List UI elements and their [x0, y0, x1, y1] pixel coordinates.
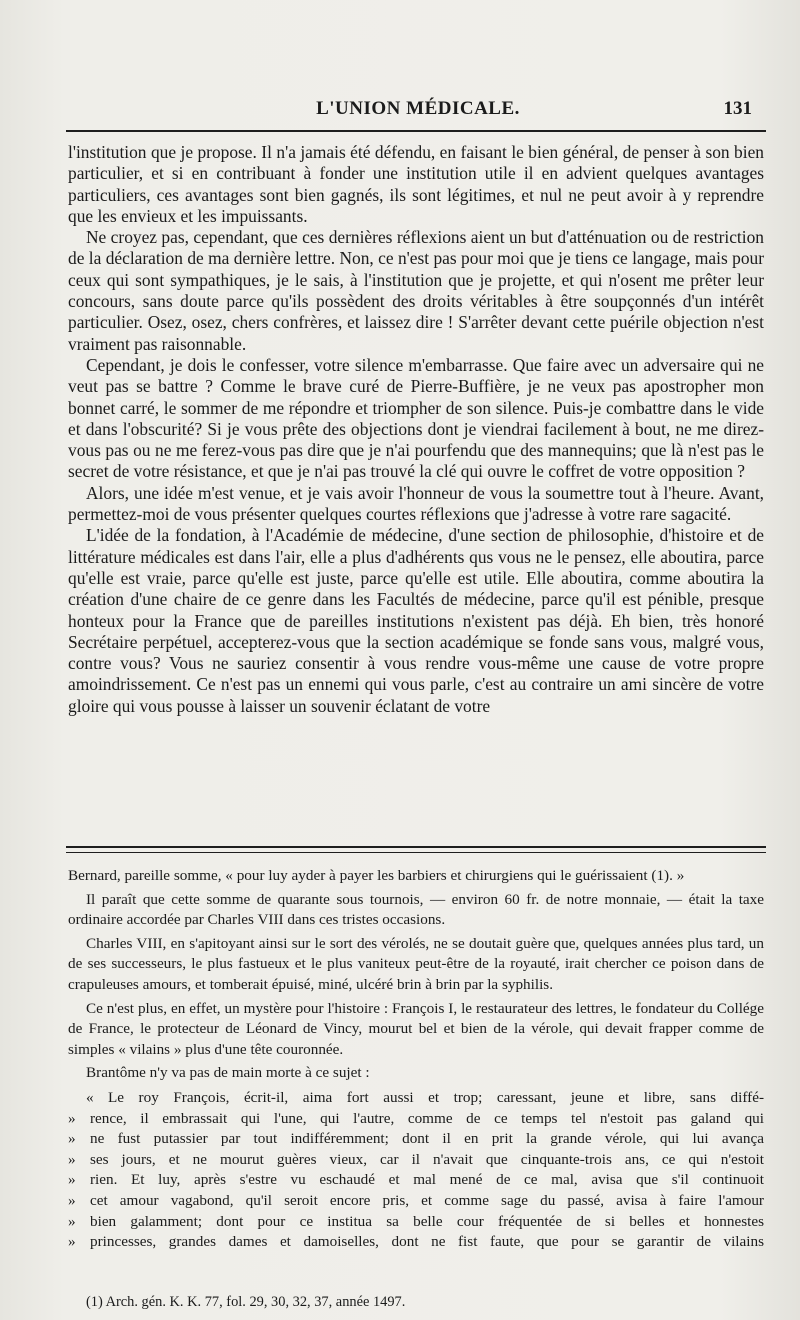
paragraph: Alors, une idée m'est venue, et je vais avoir l'honneur de vous la soumettre tout à l'heure. Avant, permettez-moi de vous présenter quelques courtes réflexions que j'adresse à votre rare sagacité.: [68, 482, 764, 525]
quote-mark: »: [68, 1212, 76, 1230]
note-paragraph: Ce n'est plus, en effet, un mystère pour l'histoire : François I, le restaurateur des lettres, le fondateur du Collége de France, le protecteur de Léonard de Vincy, mourut bel et bien de la vérole, qui devait frapper comme de simples « vilains » plus d'une tête couronnée.: [68, 999, 764, 1058]
quote-mark: »: [68, 1150, 76, 1168]
note-paragraph: Charles VIII, en s'apitoyant ainsi sur le sort des vérolés, ne se doutait guère que, quelques années plus tard, un de ses successeurs, le plus fastueux et le plus vaniteux peut-être de la royauté, irait chercher ce poison dans de crapuleuses amours, et tomberait épuisé, miné, ulcéré brin à brin par la syphilis.: [68, 934, 764, 993]
quote-text: ses jours, et ne mourut guères vieux, car il n'avait que cinquante-trois ans, ce qui n'estoit: [90, 1150, 764, 1168]
quote-mark: »: [68, 1233, 76, 1251]
quote-line: [68, 1109, 764, 1130]
quote-line: [68, 1191, 764, 1212]
note-paragraph: Bernard, pareille somme, « pour luy ayder à payer les barbiers et chirurgiens qui le guérissaient (1). »: [68, 867, 685, 884]
quote-mark: »: [68, 1191, 76, 1209]
note-paragraph: Il paraît que cette somme de quarante sous tournois, — environ 60 fr. de notre monnaie, — était la taxe ordinaire accordée par Charles VIII dans ces tristes occasions.: [68, 890, 764, 929]
main-text: [68, 142, 764, 717]
page-header: [68, 98, 768, 126]
brantome-quote: [68, 1088, 764, 1253]
paragraph: Ne croyez pas, cependant, que ces dernières réflexions aient un but d'atténuation ou de restriction de la déclaration de ma dernière lettre. Non, ce n'est pas pour moi que je tiens ce langage, mais pour ceux qui sont sympathiques, je le sais, à l'institution que je projette, et qui n'osent me prêter leur concours, sans doute parce qu'ils possèdent des droits véritables à être soupçonnés d'un intérêt particulier. Osez, osez, chers confrères, et laissez dire ! S'arrêter devant cette puérile objection n'est vraiment pas raisonnable.: [68, 227, 764, 354]
quote-mark: »: [68, 1130, 76, 1148]
quote-text: rien. Et luy, après s'estre vu eschaudé et mal mené de ce mal, avisa que s'il continuoit: [90, 1171, 764, 1189]
page-number: 131: [723, 98, 752, 119]
quote-line: [68, 1129, 764, 1150]
quote-line: [68, 1170, 764, 1191]
paragraph: Cependant, je dois le confesser, votre silence m'embarrasse. Que faire avec un adversaire qui ne veut pas se battre ? Comme le brave curé de Pierre-Buffière, je ne veux pas apostropher mon bonnet carré, le sommer de me répondre et triompher de son silence. Puis-je combattre dans le vide et dans l'obscurité? Si je vous prête des objections dont je viendrai facilement à bout, ne me direz-vous pas ou ne me ferez-vous pas dire que je n'ai pourfendu que des mannequins; que là n'est pas le secret de votre résistance, et que je n'ai pas trouvé la clé qui ouvre le coffret de votre opposition ?: [68, 354, 764, 482]
header-rule: [66, 130, 766, 132]
quote-text: princesses, grandes dames et damoiselles, dont ne fist faute, que pour se garantir de vilains: [90, 1233, 764, 1251]
quote-text: Le roy François, écrit-il, aima fort aussi et trop; caressant, jeune et libre, sans diffé-: [108, 1088, 764, 1106]
quote-text: rence, il embrassait qui l'une, qui l'autre, comme de ce temps tel n'estoit pas galand qui: [90, 1109, 764, 1127]
quote-line: [68, 1150, 764, 1171]
paragraph: l'institution que je propose. Il n'a jamais été défendu, en faisant le bien général, de penser à son bien particulier, et si en contribuant à fonder une institution utile il en advient quelques avantages particuliers, ces avantages sont bien gagnés, ils sont légitimes, et nul ne peut avoir à y reprendre que les envieux et les impuissants.: [68, 142, 764, 226]
quote-mark: »: [68, 1109, 76, 1127]
note-paragraph: Brantôme n'y va pas de main morte à ce sujet :: [86, 1064, 370, 1082]
quote-text: ne fust putassier par tout indifféremment; dont il en prit la grande vérole, qui lui avança: [90, 1130, 764, 1148]
quote-mark: «: [86, 1088, 94, 1106]
notes-section: [68, 866, 764, 1253]
quote-line: [68, 1212, 764, 1233]
quote-line: [68, 1088, 764, 1109]
quote-text: cet amour vagabond, qu'il seroit encore pris, et comme sage du passé, avisa à faire l'amour: [90, 1191, 764, 1209]
notes-divider: [66, 846, 766, 853]
quote-mark: »: [68, 1171, 76, 1189]
quote-line: [68, 1232, 764, 1253]
paragraph: L'idée de la fondation, à l'Académie de médecine, d'une section de philosophie, d'histoire et de littérature médicales est dans l'air, elle a plus d'adhérents qus vous ne le pensez, elle aboutira, parce qu'elle est vraie, parce qu'elle est juste, parce qu'elle est utile. Elle aboutira, comme aboutira la création d'une chaire de ce genre dans les Facultés de médecine, parce qu'il est pénible, presque honteux pour la France que de pareilles institutions n'existent pas déjà. Eh bien, très honoré Secrétaire perpétuel, accepterez-vous que la section académique se fonde sans vous, malgré vous, contre vous? Vous ne sauriez consentir à vous rendre vous-même une cause de votre propre amoindrissement. Ce n'est pas un ennemi qui vous parle, c'est au contraire un ami sincère de votre gloire qui vous pousse à laisser un souvenir éclatant de votre: [68, 525, 764, 716]
quote-text: bien galamment; dont pour ce institua sa belle cour fréquentée de si belles et honnestes: [90, 1212, 764, 1230]
running-title: L'UNION MÉDICALE.: [316, 98, 520, 119]
footnote: (1) Arch. gén. K. K. 77, fol. 29, 30, 32, 37, année 1497.: [86, 1294, 406, 1310]
